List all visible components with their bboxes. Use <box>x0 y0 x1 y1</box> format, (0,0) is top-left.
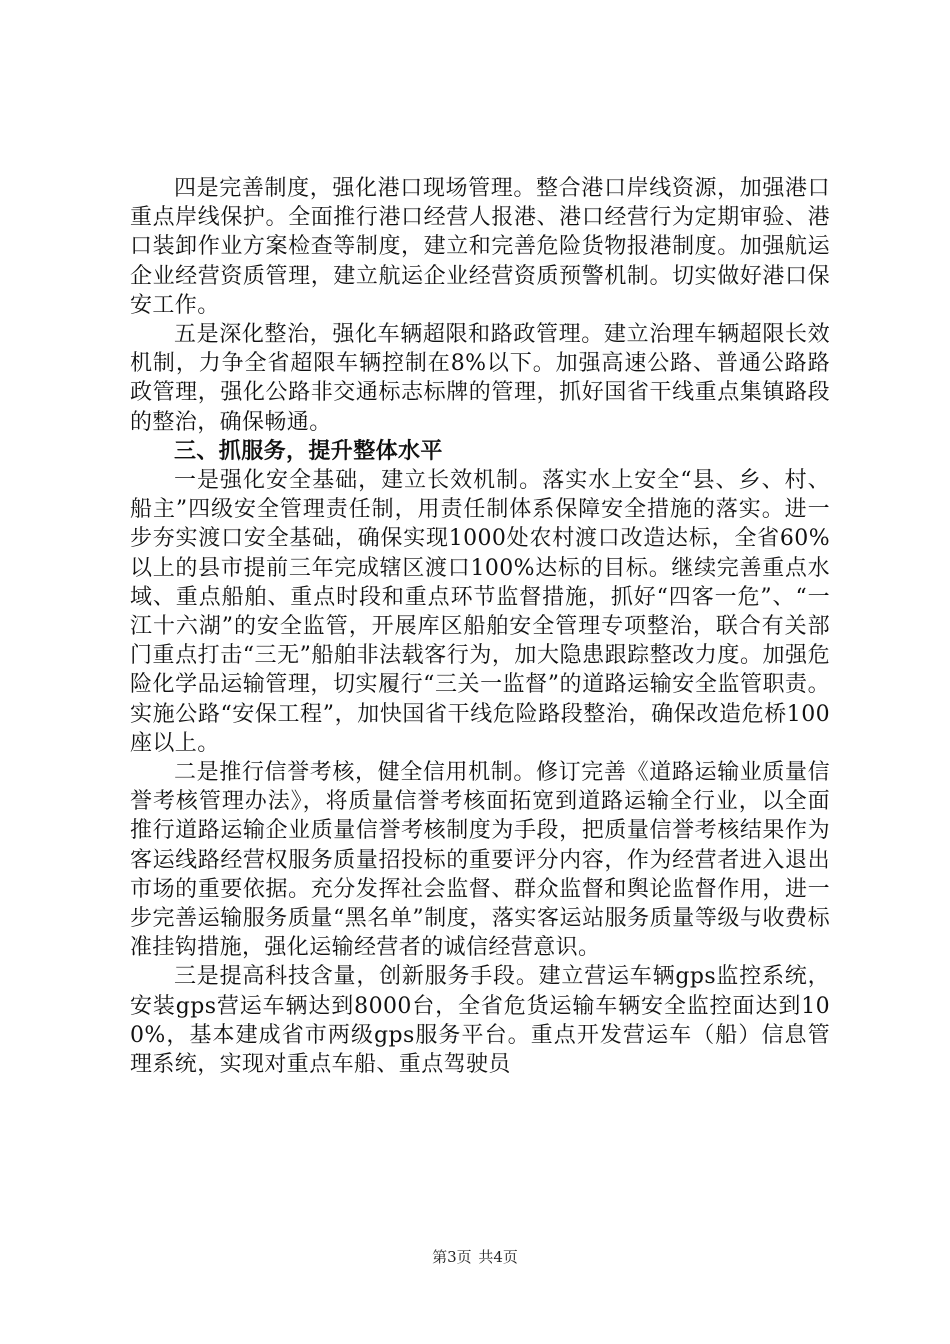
page-total: 共4页 <box>478 1248 518 1266</box>
paragraph-vehicle-overload: 五是深化整治，强化车辆超限和路政管理。建立治理车辆超限长效机制，力争全省超限车辆控制在8%以下。加强高速公路、普通公路路政管理，强化公路非交通标志标牌的管理，抓好国省干线重点集镇路段的整治，确保畅通。 <box>130 322 830 435</box>
page-number: 第3页 <box>432 1248 472 1266</box>
paragraph-technology: 三是提高科技含量，创新服务手段。建立营运车辆gps监控系统，安装gps营运车辆达到8000台，全省危货运输车辆安全监控面达到100%，基本建成省市两级gps服务平台。重点开发营运车（船）信息管理系统，实现对重点车船、重点驾驶员 <box>130 964 830 1078</box>
paragraph-credit-assessment: 二是推行信誉考核，健全信用机制。修订完善《道路运输业质量信誉考核管理办法》，将质量信誉考核面拓宽到道路运输全行业，以全面推行道路运输企业质量信誉考核制度为手段，把质量信誉考核结果作为客运线路经营权服务质量招投标的重要评分内容，作为经营者进入退出市场的重要依据。充分发挥社会监督、群众监督和舆论监督作用，进一步完善运输服务质量“黑名单”制度，落实客运站服务质量等级与收费标准挂钩措施，强化运输经营者的诚信经营意识。 <box>130 760 830 961</box>
paragraph-port-management: 四是完善制度，强化港口现场管理。整合港口岸线资源，加强港口重点岸线保护。全面推行港口经营人报港、港口经营行为定期审验、港口装卸作业方案检查等制度，建立和完善危险货物报港制度。加强航运企业经营资质管理，建立航运企业经营资质预警机制。切实做好港口保安工作。 <box>130 176 830 318</box>
section-heading-service: 三、抓服务，提升整体水平 <box>174 438 443 464</box>
page-footer <box>0 1246 950 1267</box>
document-body <box>130 174 830 1079</box>
paragraph-safety-foundation: 一是强化安全基础，建立长效机制。落实水上安全“县、乡、村、船主”四级安全管理责任制，用责任制体系保障安全措施的落实。进一步夯实渡口安全基础，确保实现1000处农村渡口改造达标，全省60%以上的县市提前三年完成辖区渡口100%达标的目标。继续完善重点水域、重点船舶、重点时段和重点环节监督措施，抓好“四客一危”、“一江十六湖”的安全监管，开展库区船舶安全管理专项整治，联合有关部门重点打击“三无”船舶非法载客行为，加大隐患跟踪整改力度。加强危险化学品运输管理，切实履行“三关一监督”的道路运输安全监管职责。实施公路“安保工程”，加快国省干线危险路段整治，确保改造危桥100座以上。 <box>130 468 830 756</box>
